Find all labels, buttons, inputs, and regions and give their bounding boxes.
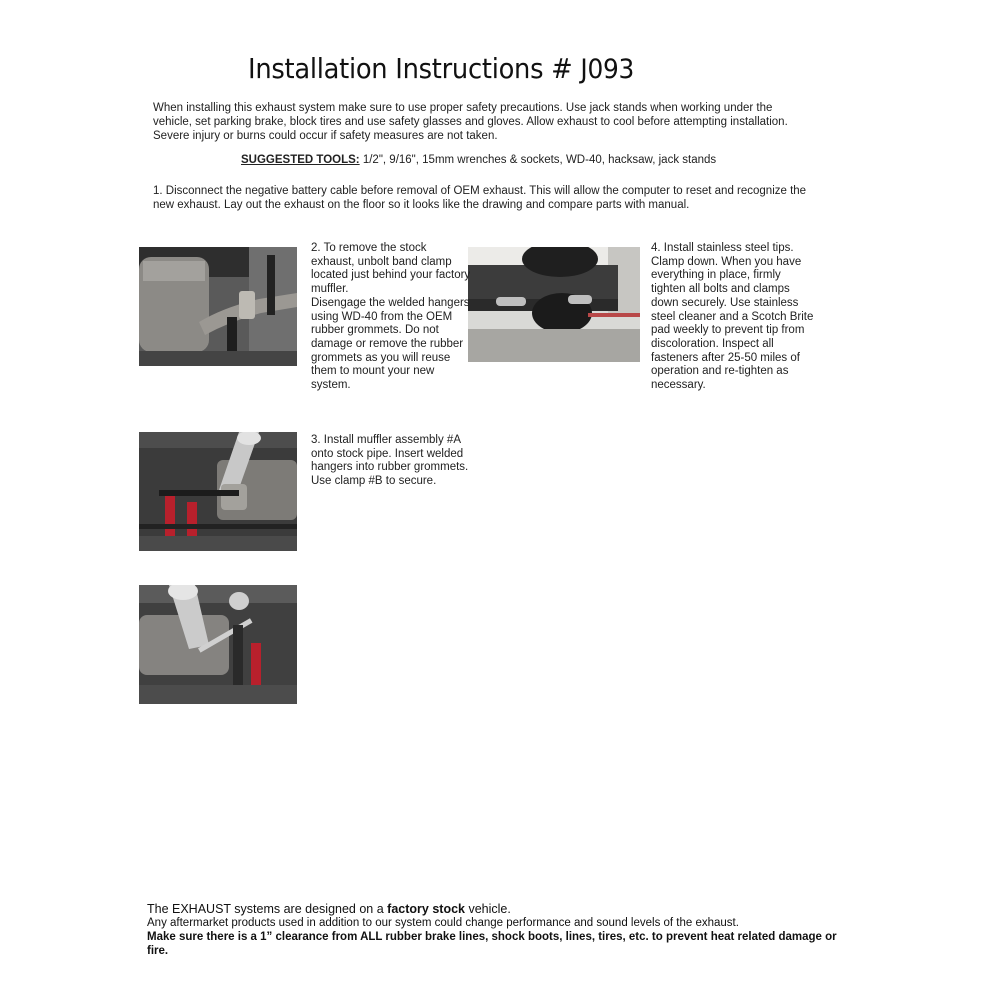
suggested-tools-list: 1/2", 9/16", 15mm wrenches & sockets, WD-40, hacksaw, jack stands [359, 154, 717, 166]
safety-intro: When installing this exhaust system make sure to use proper safety precautions. Use jack stands when working under the vehicle, set parking brake, block tires and use safety glasses and gloves. Allow exhaust to cool before attempting installation. Severe injury or burns could occur if safety measures are not taken. [153, 102, 788, 142]
footer-line-1 [147, 902, 847, 916]
footer-line-2: Any aftermarket products used in addition to our system could change performance and sound levels of the exhaust. [147, 917, 739, 929]
footer-line-1-end: vehicle. [464, 902, 511, 916]
photo-muffler-install [139, 432, 297, 551]
footer-line-1-start: The EXHAUST systems are designed on a [147, 902, 388, 916]
title-text: Installation Instructions # [248, 52, 573, 85]
step-2-text: 2. To remove the stock exhaust, unbolt band clamp located just behind your factory muffler. Disengage the welded hangers using WD-40 from the OEM rubber grommets. Do not damage or remove the rubber grommets as you will reuse them to mount your new system. [311, 242, 471, 392]
step-4-text: 4. Install stainless steel tips. Clamp down. When you have everything in place, firmly tighten all bolts and clamps down securely. Use stainless steel cleaner and a Scotch Brite pad weekly to prevent tip from discoloration. Inspect all fasteners after 25-50 miles of operation and re-tighten as necessary. [651, 242, 814, 392]
step-1-text: 1. Disconnect the negative battery cable before removal of OEM exhaust. This will allow the computer to reset and recognize the new exhaust. Lay out the exhaust on the floor so it looks like the drawing and compare parts with manual. [153, 185, 807, 211]
photo-stock-muffler [139, 247, 297, 366]
page-title [248, 52, 634, 85]
footer-warning: Make sure there is a 1” clearance from ALL rubber brake lines, shock boots, lines, tires, etc. to prevent heat related damage or fire. [147, 931, 837, 957]
photo-clamp-secure [139, 585, 297, 704]
photo-rear-tips [468, 247, 640, 362]
suggested-tools [241, 153, 841, 167]
suggested-tools-label: SUGGESTED TOOLS: [241, 154, 360, 166]
footer-line-1-bold: factory stock [387, 902, 465, 916]
step-3-text: 3. Install muffler assembly #A onto stock pipe. Insert welded hangers into rubber grommets. Use clamp #B to secure. [311, 434, 469, 488]
part-number: J093 [580, 54, 635, 85]
footer-notice [147, 902, 847, 958]
